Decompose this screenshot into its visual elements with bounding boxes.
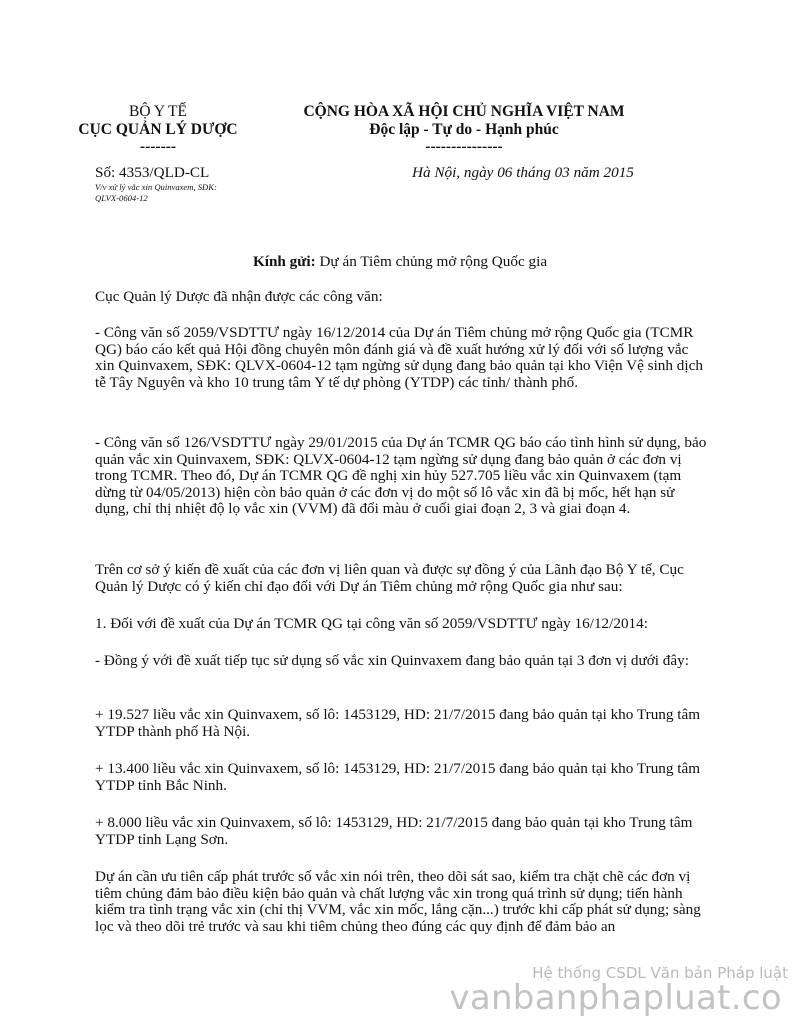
watermark-site: vanbanphapluat.co	[449, 978, 782, 1018]
body-item-bac-ninh: + 13.400 liều vắc xin Quinvaxem, số lô: 1453129, HD: 21/7/2015 đang bảo quản tại kho Trung tâm YTDP tỉnh Bắc Ninh.	[95, 760, 701, 794]
department-name: CỤC QUẢN LÝ DƯỢC	[78, 121, 238, 138]
body-paragraph-dispatch-126: - Công văn số 126/VSDTTƯ ngày 29/01/2015 của Dự án TCMR QG báo cáo tình hình sử dụng, bảo quản vắc xin Quinvaxem, SĐK: QLVX-0604-12 tạm ngừng sử dụng đang bảo quản ở các đơn vị trong TCMR. Theo đó, Dự án TCMR QG đề nghị xin hủy 527.705 liều vắc xin Quinvaxem (tạm dừng từ 04/05/2013) hiện còn bảo quản ở các đơn vị do một số lô vắc xin đã bị mốc, hết hạn sử dụng, chỉ thị nhiệt độ lọ vắc xin (VVM) đã đổi màu ở cuối giai đoạn 2, 3 và giai đoạn 4.	[95, 434, 707, 518]
document-number: Số: 4353/QLD-CL	[95, 164, 210, 181]
body-item-hanoi: + 19.527 liều vắc xin Quinvaxem, số lô: 1453129, HD: 21/7/2015 đang bảo quản tại kho Trung tâm YTDP thành phố Hà Nội.	[95, 706, 701, 740]
body-paragraph-intro: Cục Quản lý Dược đã nhận được các công văn:	[95, 288, 383, 305]
body-paragraph-agree: - Đồng ý với đề xuất tiếp tục sử dụng số vắc xin Quinvaxem đang bảo quản tại 3 đơn vị dưới đây:	[95, 652, 689, 669]
left-header-rule: -------	[139, 138, 177, 155]
body-paragraph-dispatch-2059: - Công văn số 2059/VSDTTƯ ngày 16/12/2014 của Dự án Tiêm chủng mở rộng Quốc gia (TCMR QG) báo cáo kết quả Hội đồng chuyên môn đánh giá và đề xuất hướng xử lý đối với số lượng vắc xin Quinvaxem, SĐK: QLVX-0604-12 tạm ngừng sử dụng đang bảo quản tại kho Viện Vệ sinh dịch tễ Tây Nguyên và kho 10 trung tâm Y tế dự phòng (YTDP) các tỉnh/ thành phố.	[95, 324, 703, 391]
body-item-lang-son: + 8.000 liều vắc xin Quinvaxem, số lô: 1453129, HD: 21/7/2015 đang bảo quản tại kho Trung tâm YTDP tỉnh Lạng Sơn.	[95, 814, 693, 848]
subject-line-2: QLVX-0604-12	[95, 193, 148, 203]
body-paragraph-basis: Trên cơ sở ý kiến đề xuất của các đơn vị liên quan và được sự đồng ý của Lãnh đạo Bộ Y tế, Cục Quản lý Dược có ý kiến chỉ đạo đối với Dự án Tiêm chủng mở rộng Quốc gia như sau:	[95, 561, 684, 595]
ministry-name: BỘ Y TẾ	[129, 103, 187, 120]
national-motto: Độc lập - Tự do - Hạnh phúc	[369, 121, 559, 138]
body-section-1-heading: 1. Đối với đề xuất của Dự án TCMR QG tại công văn số 2059/VSDTTƯ ngày 16/12/2014:	[95, 615, 648, 632]
right-header-rule: ---------------	[425, 138, 503, 155]
recipient-label: Kính gửi:	[252, 253, 316, 270]
watermark-caption: Hệ thống CSDL Văn bản Pháp luật	[532, 964, 788, 982]
place-and-date: Hà Nội, ngày 06 tháng 03 năm 2015	[412, 164, 634, 181]
republic-title: CỘNG HÒA XÃ HỘI CHỦ NGHĨA VIỆT NAM	[303, 103, 625, 120]
recipient-name: Dự án Tiêm chủng mở rộng Quốc gia	[315, 253, 548, 270]
subject-line-1: V/v xử lý vắc xin Quinvaxem, SĐK:	[95, 182, 217, 192]
recipient-line	[0, 253, 800, 271]
body-paragraph-priority: Dự án cần ưu tiên cấp phát trước số vắc xin nói trên, theo dõi sát sao, kiểm tra chặt chẽ các đơn vị tiêm chủng đảm bảo điều kiện bảo quản và chất lượng vắc xin trong quá trình sử dụng; tiến hành kiểm tra tình trạng vắc xin (chỉ thị VVM, vắc xin mốc, lắng cặn...) trước khi cấp phát sử dụng; sàng lọc và theo dõi trẻ trước và sau khi tiêm chủng theo đúng các quy định để đảm bảo an	[95, 868, 701, 935]
